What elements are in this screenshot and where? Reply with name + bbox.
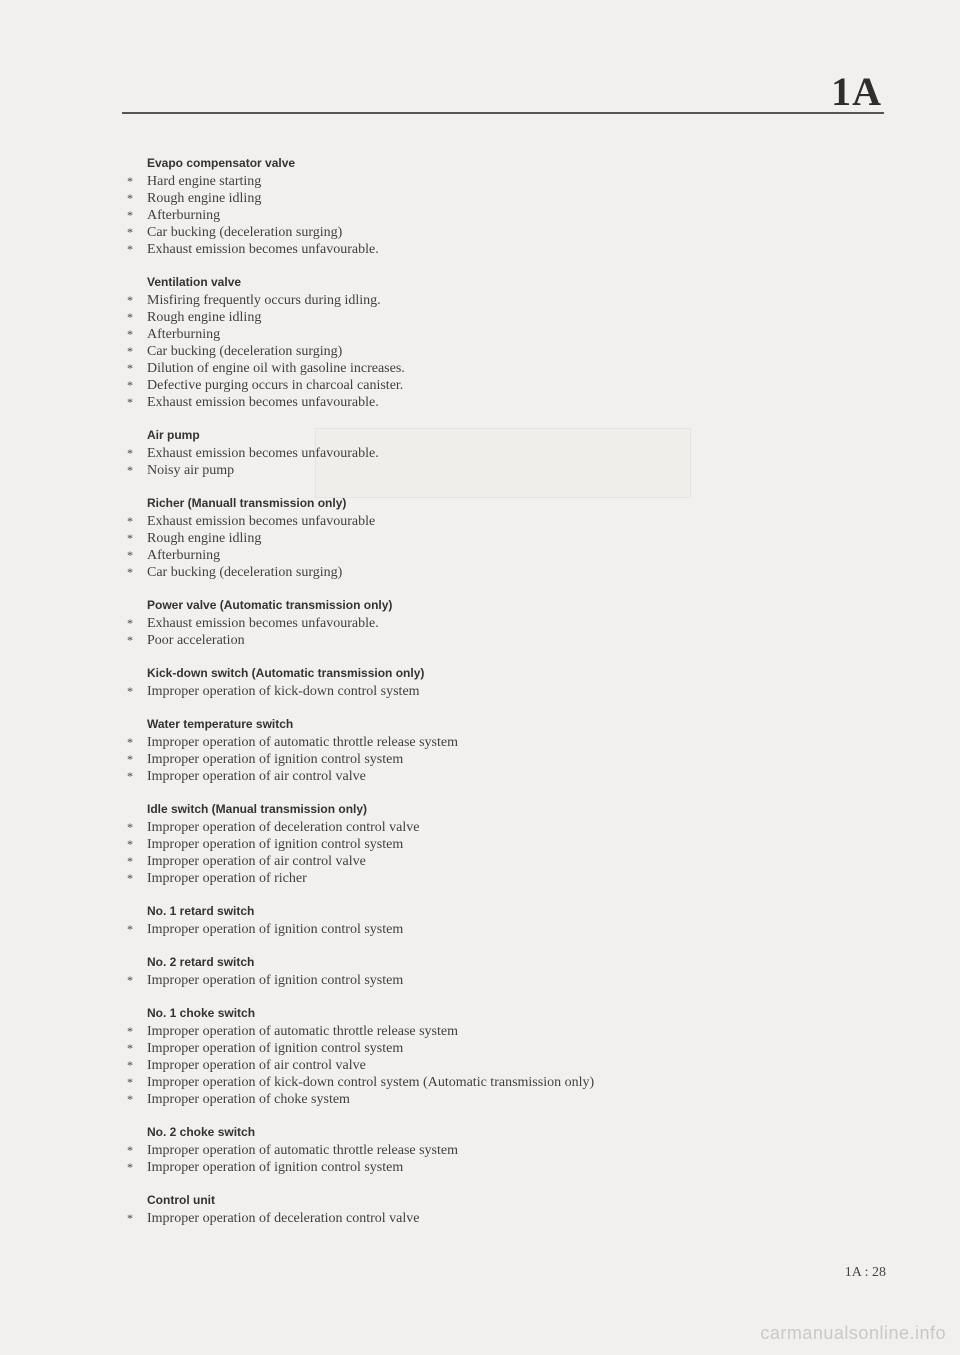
section (127, 426, 847, 479)
bullet-icon: * (127, 1058, 133, 1072)
section (127, 902, 847, 938)
bullet-icon: * (127, 327, 133, 341)
bullet-icon: * (127, 361, 133, 375)
bullet-icon: * (127, 225, 133, 239)
section-heading: Idle switch (Manual transmission only) (147, 802, 368, 816)
bullet-icon: * (127, 395, 133, 409)
list-item-text: Improper operation of ignition control system (147, 973, 404, 988)
list-item-text: Improper operation of kick-down control system (Automatic transmission only) (147, 1075, 595, 1090)
section (127, 1191, 847, 1227)
list-item-text: Dilution of engine oil with gasoline increases. (147, 361, 405, 376)
list-item (127, 1159, 847, 1176)
list-item-text: Improper operation of ignition control system (147, 837, 404, 852)
list-item (127, 1074, 847, 1091)
list-item-text: Exhaust emission becomes unfavourable. (147, 242, 379, 257)
list-item-text: Car bucking (deceleration surging) (147, 565, 343, 580)
list-item-text: Rough engine idling (147, 310, 262, 325)
list-item-text: Exhaust emission becomes unfavourable. (147, 395, 379, 410)
list-item-text: Noisy air pump (147, 463, 235, 478)
section (127, 154, 847, 258)
list-item (127, 530, 847, 547)
section (127, 494, 847, 581)
list-item-text: Improper operation of richer (147, 871, 307, 886)
section (127, 715, 847, 785)
list-item (127, 241, 847, 258)
list-item-text: Afterburning (147, 327, 221, 342)
section (127, 800, 847, 887)
list-item (127, 394, 847, 411)
list-item-text: Improper operation of ignition control system (147, 1041, 404, 1056)
list-item-text: Improper operation of deceleration control valve (147, 820, 420, 835)
list-item-text: Improper operation of ignition control system (147, 1160, 404, 1175)
bullet-icon: * (127, 633, 133, 647)
bullet-icon: * (127, 922, 133, 936)
list-item-text: Improper operation of ignition control system (147, 752, 404, 767)
section (127, 953, 847, 989)
chapter-title: 1A (831, 69, 882, 114)
list-item (127, 1210, 847, 1227)
section (127, 1123, 847, 1176)
page-number: 1A : 28 (844, 1265, 886, 1280)
bullet-icon: * (127, 378, 133, 392)
list-item (127, 819, 847, 836)
bullet-icon: * (127, 837, 133, 851)
list-item-text: Improper operation of automatic throttle release system (147, 1024, 459, 1039)
list-item (127, 173, 847, 190)
section-heading: Kick-down switch (Automatic transmission only) (147, 666, 425, 680)
list-item-text: Improper operation of air control valve (147, 854, 366, 869)
bullet-icon: * (127, 735, 133, 749)
list-item-text: Misfiring frequently occurs during idling. (147, 293, 381, 308)
list-item-text: Improper operation of ignition control system (147, 922, 404, 937)
list-item-text: Afterburning (147, 548, 221, 563)
bullet-icon: * (127, 293, 133, 307)
list-item (127, 377, 847, 394)
list-item-text: Defective purging occurs in charcoal canister. (147, 378, 404, 393)
list-item-text: Car bucking (deceleration surging) (147, 344, 343, 359)
list-item (127, 768, 847, 785)
list-item-text: Exhaust emission becomes unfavourable. (147, 446, 379, 461)
bullet-icon: * (127, 565, 133, 579)
list-item (127, 207, 847, 224)
bullet-icon: * (127, 1024, 133, 1038)
list-item-text: Improper operation of automatic throttle release system (147, 1143, 459, 1158)
bullet-icon: * (127, 1160, 133, 1174)
bullet-icon: * (127, 514, 133, 528)
bullet-icon: * (127, 820, 133, 834)
bullet-icon: * (127, 531, 133, 545)
section-heading: No. 2 retard switch (147, 955, 255, 969)
section-heading: Power valve (Automatic transmission only) (147, 598, 393, 612)
list-item (127, 683, 847, 700)
bullet-icon: * (127, 973, 133, 987)
list-item (127, 292, 847, 309)
list-item (127, 853, 847, 870)
list-item (127, 632, 847, 649)
section (127, 596, 847, 649)
bullet-icon: * (127, 242, 133, 256)
bullet-icon: * (127, 1075, 133, 1089)
list-item (127, 836, 847, 853)
list-item-text: Improper operation of air control valve (147, 1058, 366, 1073)
bullet-icon: * (127, 463, 133, 477)
list-item-text: Improper operation of deceleration control valve (147, 1211, 420, 1226)
watermark: carmanualsonline.info (760, 1323, 946, 1343)
list-item (127, 1040, 847, 1057)
section-heading: Control unit (147, 1193, 215, 1207)
list-item (127, 870, 847, 887)
bullet-icon: * (127, 769, 133, 783)
section-heading: Richer (Manuall transmission only) (147, 496, 347, 510)
list-item (127, 190, 847, 207)
list-item-text: Improper operation of choke system (147, 1092, 350, 1107)
bullet-icon: * (127, 854, 133, 868)
bullet-icon: * (127, 191, 133, 205)
list-item (127, 309, 847, 326)
section-heading: Evapo compensator valve (147, 156, 296, 170)
list-item (127, 547, 847, 564)
list-item-text: Rough engine idling (147, 531, 262, 546)
bullet-icon: * (127, 616, 133, 630)
section-heading: No. 1 retard switch (147, 904, 255, 918)
section (127, 664, 847, 700)
section-heading: Ventilation valve (147, 275, 242, 289)
header-rule (122, 112, 884, 114)
list-item (127, 1091, 847, 1108)
bullet-icon: * (127, 208, 133, 222)
list-item (127, 224, 847, 241)
list-item (127, 343, 847, 360)
list-item (127, 564, 847, 581)
list-item (127, 1142, 847, 1159)
list-item-text: Poor acceleration (147, 633, 245, 648)
bullet-icon: * (127, 871, 133, 885)
section (127, 273, 847, 411)
list-item (127, 462, 847, 479)
bullet-icon: * (127, 548, 133, 562)
bullet-icon: * (127, 1092, 133, 1106)
bullet-icon: * (127, 1211, 133, 1225)
bullet-icon: * (127, 174, 133, 188)
section-heading: No. 1 choke switch (147, 1006, 256, 1020)
list-item-text: Improper operation of kick-down control system (147, 684, 420, 699)
list-item (127, 751, 847, 768)
list-item-text: Car bucking (deceleration surging) (147, 225, 343, 240)
list-item (127, 921, 847, 938)
bullet-icon: * (127, 446, 133, 460)
section-heading: Air pump (147, 428, 200, 442)
bullet-icon: * (127, 1041, 133, 1055)
list-item (127, 615, 847, 632)
list-item (127, 972, 847, 989)
section-heading: Water temperature switch (147, 717, 294, 731)
list-item (127, 326, 847, 343)
bullet-icon: * (127, 1143, 133, 1157)
list-item (127, 1057, 847, 1074)
list-item-text: Afterburning (147, 208, 221, 223)
list-item-text: Improper operation of air control valve (147, 769, 366, 784)
section (127, 1004, 847, 1108)
list-item (127, 734, 847, 751)
list-item (127, 513, 847, 530)
list-item (127, 1023, 847, 1040)
bullet-icon: * (127, 344, 133, 358)
list-item (127, 360, 847, 377)
list-item (127, 445, 847, 462)
bullet-icon: * (127, 752, 133, 766)
troubleshooting-list (127, 154, 847, 1242)
list-item-text: Rough engine idling (147, 191, 262, 206)
list-item-text: Exhaust emission becomes unfavourable. (147, 616, 379, 631)
list-item-text: Exhaust emission becomes unfavourable (147, 514, 376, 529)
list-item-text: Hard engine starting (147, 174, 262, 189)
section-heading: No. 2 choke switch (147, 1125, 256, 1139)
bullet-icon: * (127, 310, 133, 324)
bullet-icon: * (127, 684, 133, 698)
list-item-text: Improper operation of automatic throttle release system (147, 735, 459, 750)
